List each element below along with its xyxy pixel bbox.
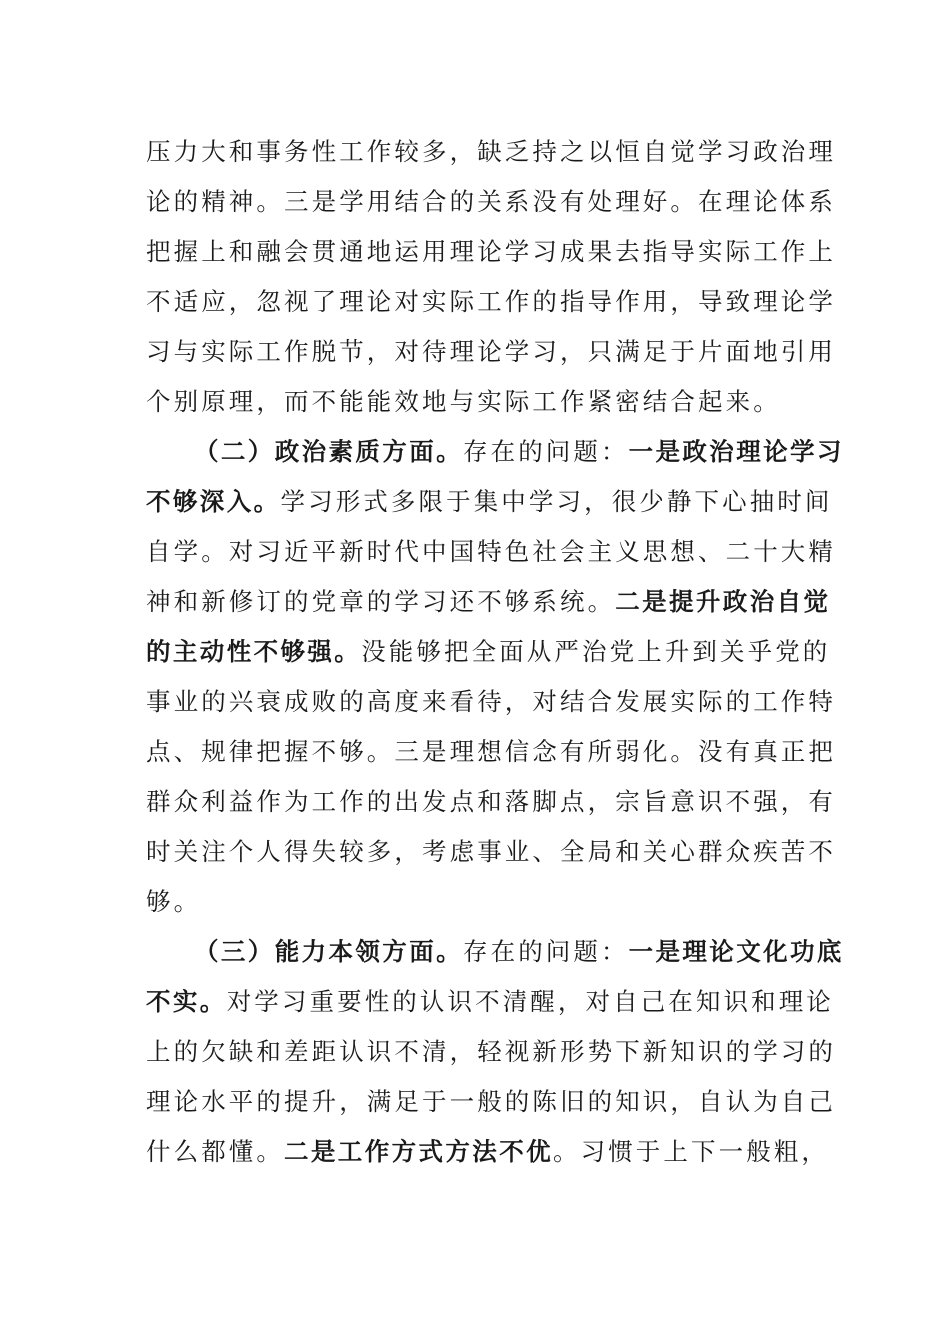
text-segment: 理论水平的提升，满足于一般的陈旧的知识，自认为自己 xyxy=(146,1087,836,1116)
text-segment: 存在的问题： xyxy=(463,437,629,466)
text-segment: 自学。对习近平新时代中国特色社会主义思想、二十大精 xyxy=(146,537,836,566)
text-segment: 时关注个人得失较多，考虑事业、全局和关心群众疾苦不 xyxy=(146,837,836,866)
text-segment: 不适应，忽视了理论对实际工作的指导作用，导致理论学 xyxy=(146,287,836,316)
text-line xyxy=(146,227,836,277)
bold-text-segment: 二是提升政治自觉 xyxy=(615,587,831,616)
bold-text-segment: 一是政治理论学习 xyxy=(628,437,844,466)
text-line xyxy=(146,1127,829,1177)
text-line xyxy=(146,1077,836,1127)
text-line xyxy=(146,827,836,877)
bold-text-segment: 的主动性不够强。 xyxy=(146,637,362,666)
text-segment: 事业的兴衰成败的高度来看待，对结合发展实际的工作特 xyxy=(146,687,836,716)
text-line xyxy=(146,477,833,527)
text-line xyxy=(146,1027,836,1077)
text-segment: 。习惯于上下一般粗， xyxy=(553,1137,829,1166)
text-line xyxy=(146,127,836,177)
text-segment: 学习形式多限于集中学习，很少静下心抽时间 xyxy=(280,487,833,516)
bold-text-segment: 一是理论文化功底 xyxy=(628,937,844,966)
bold-text-segment: 不实。 xyxy=(146,987,227,1016)
text-segment: 够。 xyxy=(146,887,202,916)
document-body xyxy=(146,127,844,1177)
text-line xyxy=(146,327,836,377)
text-segment: 压力大和事务性工作较多，缺乏持之以恒自觉学习政治理 xyxy=(146,137,836,166)
text-line xyxy=(146,527,836,577)
text-segment: 上的欠缺和差距认识不清，轻视新形势下新知识的学习的 xyxy=(146,1037,836,1066)
text-line xyxy=(146,877,806,927)
text-segment: 群众利益作为工作的出发点和落脚点，宗旨意识不强，有 xyxy=(146,787,836,816)
text-line xyxy=(146,577,831,627)
text-segment: 点、规律把握不够。三是理想信念有所弱化。没有真正把 xyxy=(146,737,836,766)
text-line xyxy=(146,777,836,827)
text-segment: 存在的问题： xyxy=(463,937,629,966)
text-segment: 没能够把全面从严治党上升到关乎党的 xyxy=(361,637,831,666)
text-line xyxy=(146,377,806,427)
text-line xyxy=(146,977,834,1027)
text-segment: 论的精神。三是学用结合的关系没有处理好。在理论体系 xyxy=(146,187,836,216)
text-line xyxy=(146,927,844,977)
bold-text-segment: 不够深入。 xyxy=(146,487,281,516)
text-line xyxy=(146,277,836,327)
text-line xyxy=(146,627,831,677)
text-segment: 习与实际工作脱节，对待理论学习，只满足于片面地引用 xyxy=(146,337,836,366)
text-line xyxy=(146,677,836,727)
text-line xyxy=(146,427,844,477)
bold-text-segment: 二是工作方式方法不优 xyxy=(284,1137,553,1166)
text-segment: 什么都懂。 xyxy=(146,1137,284,1166)
text-line xyxy=(146,177,836,227)
text-line xyxy=(146,727,836,777)
text-segment: 对学习重要性的认识不清醒，对自己在知识和理论 xyxy=(226,987,834,1016)
bold-text-segment: （二）政治素质方面。 xyxy=(194,437,463,466)
bold-text-segment: （三）能力本领方面。 xyxy=(194,937,463,966)
text-segment: 把握上和融会贯通地运用理论学习成果去指导实际工作上 xyxy=(146,237,836,266)
text-segment: 神和新修订的党章的学习还不够系统。 xyxy=(146,587,616,616)
text-segment: 个别原理，而不能能效地与实际工作紧密结合起来。 xyxy=(146,387,781,416)
